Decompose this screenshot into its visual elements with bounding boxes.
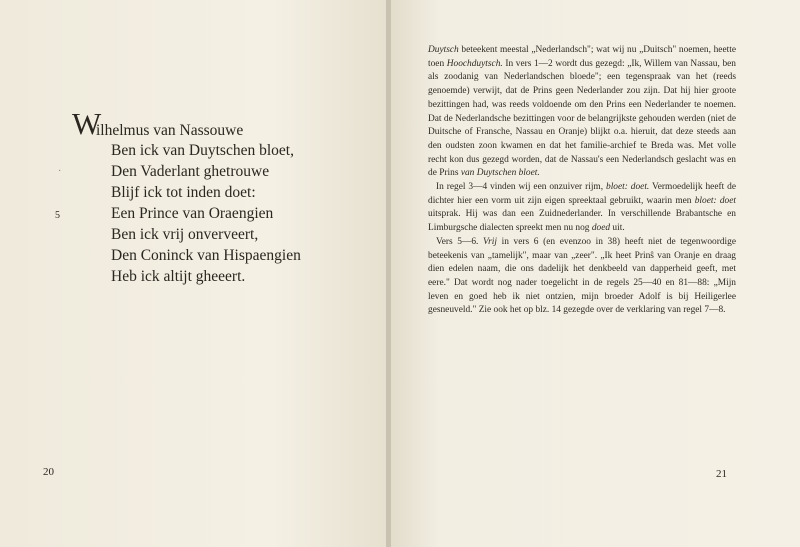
paragraph-2 bbox=[428, 181, 736, 236]
poem-line-4 bbox=[72, 182, 301, 203]
text-segment: bloet: doet. bbox=[606, 182, 650, 193]
line-number: 5 bbox=[55, 210, 60, 221]
poem-line-5 bbox=[55, 203, 301, 224]
text-segment: In vers 1—2 wordt dus gezegd: „Ik, Willem van Nassau, ben als zoodanig van Nederlandschen bloede"; een tegenspraak van het (reeds genoemde) verwijt, dat de Prins geen Nederlander zou zijn. Dat hij hier groote bezittingen had, was reeds voldoende om den Prins een Nederlander te noemen. Dat de Nederlandsche bezittingen voor de belangrijkste gehouden werden (niet de Duitsche of Fransche, Nassau en Oranje) blijkt o.a. hieruit, dat deze steeds aan den oudsten zoon kwamen en dat het familie-archief te Breda was. Met volle recht kon dus gezegd worden, dat de Nassau's een Nederlandsch geslacht was en de Prins bbox=[428, 58, 736, 179]
poem-line-text: Ben ick van Duytschen bloet, bbox=[111, 142, 294, 159]
poem bbox=[55, 106, 301, 287]
poem-line-3 bbox=[58, 161, 301, 182]
poem-line-text: Ben ick vrij onverveert, bbox=[111, 226, 259, 243]
text-segment: uitsprak. Hij was dan een Zuidnederlander. In verschillende Brabantsche en Limburgsche dialecten spreekt men nu nog bbox=[428, 209, 736, 234]
text-segment: Hoochduytsch. bbox=[446, 58, 503, 69]
left-page bbox=[0, 0, 388, 547]
text-segment: bloet: doet bbox=[694, 195, 736, 206]
text-segment: van Duytschen bloet. bbox=[460, 168, 540, 179]
text-segment: Duytsch bbox=[428, 45, 459, 55]
text-segment: uit. bbox=[610, 223, 625, 234]
paragraph-3 bbox=[428, 236, 736, 318]
text-segment: Vermoedelijk heeft de dichter hier een vorm uit zijn eigen spreektaal gebruikt, waarin men bbox=[428, 182, 736, 206]
paragraph-1 bbox=[428, 44, 736, 181]
poem-line-2 bbox=[72, 140, 301, 161]
text-segment: doed bbox=[591, 223, 611, 234]
poem-line-7 bbox=[72, 245, 301, 266]
poem-line-text: Een Prince van Oraengien bbox=[111, 205, 274, 222]
margin-dot: · bbox=[58, 166, 62, 177]
poem-line-text: Den Vaderlant ghetrouwe bbox=[111, 163, 270, 180]
poem-line-6 bbox=[72, 224, 301, 245]
poem-line-text: Den Coninck van Hispaengien bbox=[111, 247, 301, 264]
text-segment: Vrij bbox=[483, 236, 497, 247]
text-segment: in vers 6 (en evenzoo in 38) heeft niet de tegenwoordige beteekenis van „tamelijk", maar van „zeer". „Ik heet Prinŝ van Oranje en draag dien edelen naam, die ons dadelijk het denkbeeld van dapperheid geeft, met eere." Dat wordt nog nader toegelicht in de regels 25—40 en 81—88: „Mijn leven en goed heb ik niet ontzien, mijn broeder Adolf is bij Heiligerlee gesneuveld." Zie ook het op blz. 14 gezegde over de verklaring van regel 7—8. bbox=[428, 236, 736, 316]
drop-capital: W bbox=[72, 106, 102, 141]
text-segment: beteekent meestal „Nederlandsch"; wat wij nu „Duitsch" noemen, heette toen bbox=[428, 45, 736, 69]
poem-line-8 bbox=[72, 266, 301, 287]
commentary-text bbox=[428, 44, 736, 318]
poem-line-1 bbox=[72, 106, 301, 141]
text-segment: In regel 3—4 vinden wij een onzuiver rijm, bbox=[436, 182, 606, 193]
poem-line-text: Blijf ick tot inden doet: bbox=[111, 184, 256, 201]
poem-first-line-text: ilhelmus van Nassouwe bbox=[96, 122, 244, 139]
text-segment: Vers 5—6. bbox=[436, 236, 484, 247]
page-number-left: 20 bbox=[43, 466, 54, 478]
page-number-right: 21 bbox=[716, 468, 727, 480]
poem-line-text: Heb ick altijt gheeert. bbox=[111, 268, 246, 285]
